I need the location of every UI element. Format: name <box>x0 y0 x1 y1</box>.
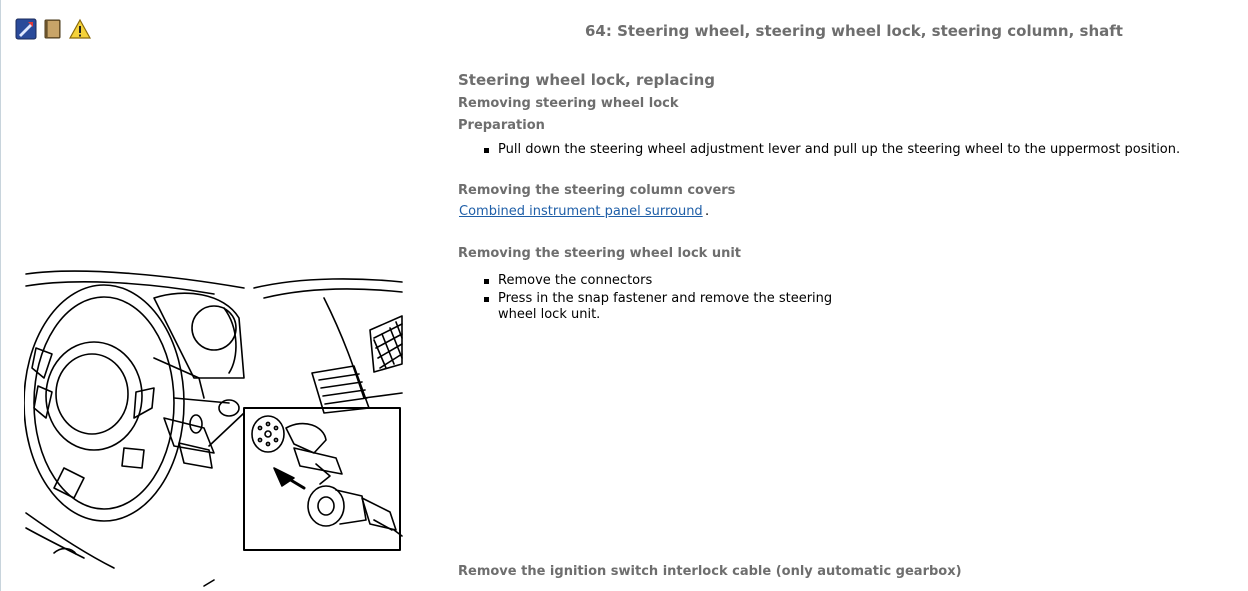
lock-unit-step: Remove the connectors <box>498 273 653 288</box>
lock-unit-step-continued: wheel lock unit. <box>498 307 601 322</box>
document-title: 64: Steering wheel, steering wheel lock, steering column, shaft <box>585 22 1123 40</box>
section-removing-lock: Removing steering wheel lock <box>458 96 679 111</box>
link-suffix: . <box>705 204 710 219</box>
bullet <box>484 279 489 284</box>
procedure-title: Steering wheel lock, replacing <box>458 71 715 89</box>
left-border <box>0 0 1 591</box>
instrument-panel-surround-link[interactable]: Combined instrument panel surround <box>459 204 703 219</box>
lock-unit-heading: Removing the steering wheel lock unit <box>458 246 741 261</box>
toolbar <box>15 18 91 40</box>
warning-icon[interactable] <box>69 18 91 40</box>
preparation-step: Pull down the steering wheel adjustment lever and pull up the steering wheel to the uppermost position. <box>498 142 1181 157</box>
book-icon[interactable] <box>42 18 64 40</box>
interlock-heading: Remove the ignition switch interlock cable (only automatic gearbox) <box>458 564 962 579</box>
lock-unit-step: Press in the snap fastener and remove the steering <box>498 291 833 306</box>
service-icon[interactable] <box>15 18 37 40</box>
bullet <box>484 148 489 153</box>
covers-heading: Removing the steering column covers <box>458 183 736 198</box>
preparation-heading: Preparation <box>458 118 545 133</box>
steering-lock-illustration <box>24 268 404 588</box>
bullet <box>484 297 489 302</box>
